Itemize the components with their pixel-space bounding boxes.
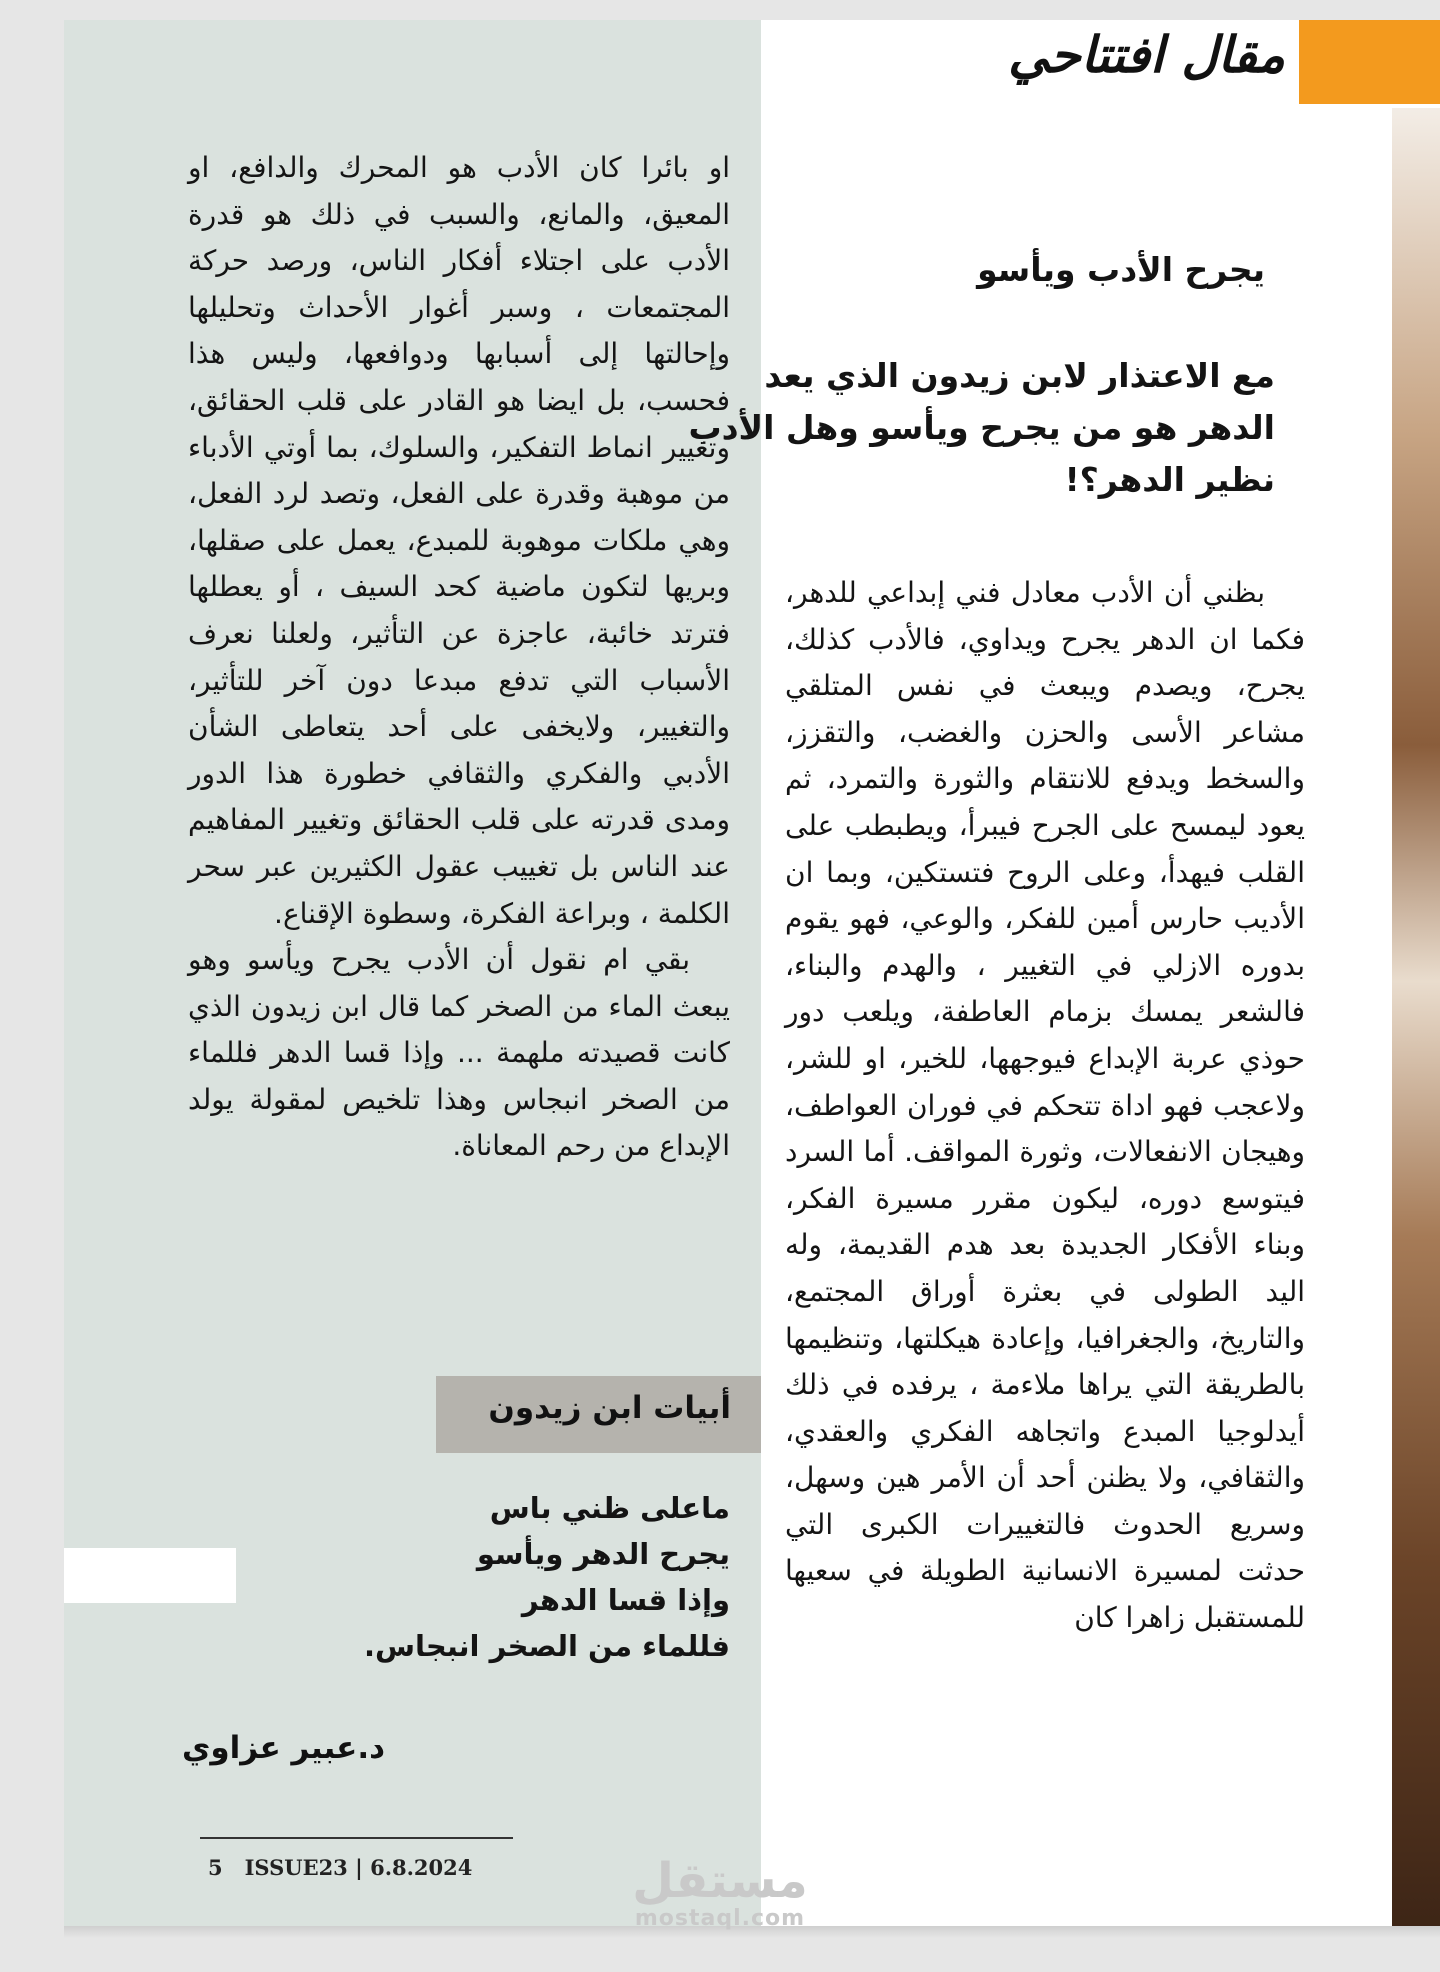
poem-line: فللماء من الصخر انبجاس.: [364, 1629, 730, 1663]
article-column-left: [188, 145, 730, 1170]
photo-edge-strip: [1392, 108, 1440, 1928]
issue-label: ISSUE23: [244, 1855, 348, 1880]
article-subheading: مع الاعتذار لابن زيدون الذي يعد الدهر هو من يجرح ويأسو وهل الأدب نظير الدهر؟!: [688, 356, 1275, 499]
watermark-arabic: مستقل: [632, 1853, 808, 1909]
poem-line: وإذا قسا الدهر: [521, 1583, 730, 1617]
poem-verses: [310, 1485, 730, 1669]
paragraph: بظني أن الأدب معادل فني إبداعي للدهر، فكما ان الدهر يجرح ويداوي، فالأدب كذلك، يجرح، ويصدم ويبعث في نفس المتلقي مشاعر الأسى والحزن والغضب، والتقزز، والسخط ويدفع للانتقام والثورة والتمرد، ثم يعود ليمسح على الجرح فيبرأ، ويطبطب على القلب فيهدأ، وعلى الروح فتستكين، وبما ان الأديب حارس أمين للفكر، والوعي، فهو يقوم بدوره الازلي في التغيير ، والهدم والبناء، فالشعر يمسك بزمام العاطفة، ويلعب دور حوذي عربة الإبداع فيوجهها، للخير، او للشر، ولاعجب فهو اداة تتحكم في فوران العواطف، وهيجان الانفعالات، وثورة المواقف. أما السرد فيتوسع دوره، ليكون مقرر مسيرة الفكر، وبناء الأفكار الجديدة بعد هدم القديمة، وله اليد الطولى في بعثرة أوراق المجتمع، والتاريخ، والجغرافيا، وإعادة هيكلتها، وتنظيمها بالطريقة التي يراها ملاءمة ، يرفده في ذلك أيدلوجيا المبدع واتجاهه الفكري والعقدي، والثقافي، ولا يظنن أحد أن الأمر هين وسهل، وسريع الحدوث فالتغييرات الكبرى التي حدثت لمسيرة الانسانية الطويلة في سعيها للمستقبل زاهرا كان: [785, 576, 1305, 1635]
page-footer: 5 ISSUE23 | 6.8.2024: [208, 1855, 473, 1880]
watermark-latin: mostaql.com: [634, 1906, 806, 1931]
poem-line: يجرح الدهر ويأسو: [476, 1537, 730, 1571]
poem-label-box: [436, 1376, 761, 1453]
blank-overlay: [64, 1548, 236, 1603]
author-name: د.عبير عزاوي: [181, 1730, 385, 1766]
poem-label: أبيات ابن زيدون: [488, 1390, 731, 1426]
paragraph: او بائرا كان الأدب هو المحرك والدافع، او المعيق، والمانع، والسبب في ذلك هو قدرة الأدب على اجتلاء أفكار الناس، ورصد حركة المجتمعات ، وسبر أغوار الأحداث وتحليلها وإحالتها إلى أسبابها ودوافعها، وليس هذا فحسب، بل ايضا هو القادر على قلب الحقائق، وتغيير انماط التفكير، والسلوك، بما أوتي الأدباء من موهبة وقدرة على الفعل، وتصد لرد الفعل، وهي ملكات موهوبة للمبدع، يعمل على صقلها، وبريها لتكون ماضية كحد السيف ، أو يعطلها فترتد خائبة، عاجزة عن التأثير، ولعلنا نعرف الأسباب التي تدفع مبدعا دون آخر للتأثير، والتغيير، ولايخفى على أحد يتعاطى الشأن الأدبي والفكري والثقافي خطورة هذا الدور ومدى قدرته على قلب الحقائق وتغيير المفاهيم عند الناس بل تغييب عقول الكثيرين عبر سحر الكلمة ، وبراعة الفكرة، وسطوة الإقناع.: [188, 151, 730, 930]
page-number: 5: [208, 1855, 223, 1880]
section-accent-block: [1299, 20, 1440, 104]
watermark-logo: [630, 1853, 810, 1931]
section-title: مقال افتتاحي: [1008, 26, 1285, 84]
paragraph: بقي ام نقول أن الأدب يجرح ويأسو وهو يبعث الماء من الصخر كما قال ابن زيدون الذي كانت قصيدته ملهمة ... وإذا قسا الدهر فللماء من الصخر انبجاس وهذا تلخيص لمقولة يولد الإبداع من رحم المعاناة.: [188, 943, 730, 1163]
poem-line: ماعلى ظني باس: [489, 1491, 730, 1525]
article-heading: يجرح الأدب ويأسو: [977, 250, 1265, 289]
issue-date: 6.8.2024: [370, 1855, 473, 1880]
footer-rule: [200, 1837, 513, 1839]
article-column-right: [785, 570, 1305, 1642]
